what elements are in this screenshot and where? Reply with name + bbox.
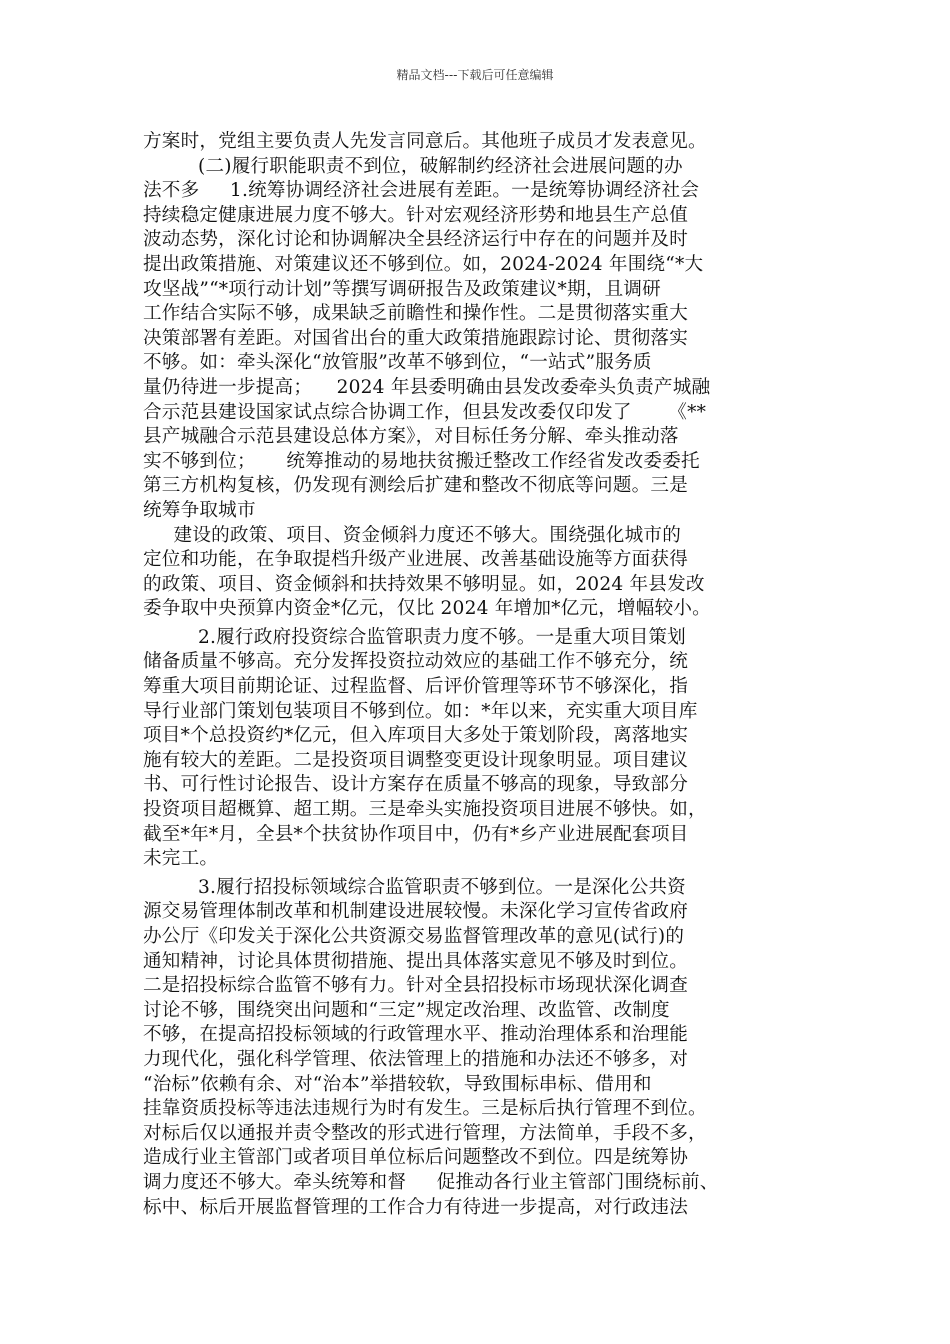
text-line: 力现代化，强化科学管理、依法管理上的措施和办法还不够多，对 [143,1048,689,1070]
text-line: 办公厅《印发关于深化公共资源交易监督管理改革的意见(试行)的 [143,926,685,947]
text-line: 造成行业主管部门或者项目单位标后问题整改不到位。四是统筹协 [143,1147,689,1169]
text-line: 统筹争取城市 [143,499,256,521]
text-line: 决策部署有差距。对国省出台的重大政策措施跟踪讨论、贯彻落实 [143,327,689,349]
text-line: 不够。如：牵头深化“放管服”改革不够到位，“一站式”服务质 [143,352,652,374]
text-line: 2.履行政府投资综合监管职责力度不够。一是重大项目策划 [143,626,686,648]
text-line: 对标后仅以通报并责令整改的形式进行管理，方法简单，手段不多， [143,1122,707,1144]
text-line: 未完工。 [143,848,219,870]
text-line: 二是招投标综合监管不够有力。针对全县招投标市场现状深化调查 [143,975,689,997]
text-line: 导行业部门策划包装项目不够到位。如：*年以来，充实重大项目库 [143,700,698,722]
text-line: 书、可行性讨论报告、设计方案存在质量不够高的现象，导致部分 [143,774,689,796]
text-line: 不够，在提高招投标领域的行政管理水平、推动治理体系和治理能 [143,1024,689,1046]
text-line: 挂靠资质投标等违法违规行为时有发生。三是标后执行管理不到位。 [143,1098,707,1120]
text-line: 通知精神，讨论具体贯彻措施、提出具体落实意见不够及时到位。 [143,950,689,972]
page-header: 精品文档---下载后可任意编辑 [396,68,554,82]
text-line: 第三方机构复核，仍发现有测绘后扩建和整改不彻底等问题。三是 [143,475,689,497]
text-line: 源交易管理体制改革和机制建设进展较慢。未深化学习宣传省政府 [143,901,689,923]
text-line: 投资项目超概算、超工期。三是牵头实施投资项目进展不够快。如， [143,799,707,821]
text-line: 筹重大项目前期论证、过程监督、后评价管理等环节不够深化，指 [143,676,689,698]
text-line: (二)履行职能职责不到位，破解制约经济社会进展问题的办 [143,155,683,177]
text-line: 持续稳定健康进展力度不够大。针对宏观经济形势和地县生产总值 [143,204,689,226]
text-line: 县产城融合示范县建设总体方案》，对目标任务分解、牵头推动落 [143,426,679,448]
text-line: 截至*年*月，全县*个扶贫协作项目中，仍有*乡产业进展配套项目 [143,823,689,845]
text-line: 实不够到位； 统筹推动的易地扶贫搬迁整改工作经省发改委委托 [143,450,700,472]
text-line: “治标”依赖有余、对“治本”举措较软，导致围标串标、借用和 [143,1073,652,1095]
text-line: 波动态势，深化讨论和协调解决全县经济运行中存在的问题并及时 [143,229,689,251]
text-line: 调力度还不够大。牵头统筹和督 促推动各行业主管部门围绕标前、 [143,1171,719,1193]
text-line: 法不多 1.统筹协调经济社会进展有差距。一是统筹协调经济社会 [143,180,700,202]
text-line: 工作结合实际不够，成果缺乏前瞻性和操作性。二是贯彻落实重大 [143,303,689,325]
text-line: 讨论不够，围绕突出问题和“三定”规定改治理、改监管、改制度 [143,999,670,1021]
text-line: 建设的政策、项目、资金倾斜力度还不够大。围绕强化城市的 [143,524,681,546]
text-line: 提出政策措施、对策建议还不够到位。如，2024-2024 年围绕“*大 [143,253,704,275]
text-line: 3.履行招投标领域综合监管职责不够到位。一是深化公共资 [143,876,686,898]
text-line: 标中、标后开展监督管理的工作合力有待进一步提高，对行政违法 [143,1196,689,1218]
document-body [143,130,808,1220]
text-line: 的政策、项目、资金倾斜和扶持效果不够明显。如，2024 年县发改 [143,573,705,595]
text-line: 委争取中央预算内资金*亿元，仅比 2024 年增加*亿元，增幅较小。 [143,598,711,620]
text-line: 合示范县建设国家试点综合协调工作，但县发改委仅印发了 《** [143,401,707,423]
text-line: 攻坚战”“*项行动计划”等撰写调研报告及政策建议*期，且调研 [143,278,661,300]
text-line: 储备质量不够高。充分发挥投资拉动效应的基础工作不够充分，统 [143,651,689,673]
text-line: 方案时，党组主要负责人先发言同意后。其他班子成员才发表意见。 [143,131,707,152]
text-line: 施有较大的差距。二是投资项目调整变更设计现象明显。项目建议 [143,749,689,771]
text-line: 定位和功能，在争取提档升级产业进展、改善基础设施等方面获得 [143,549,689,571]
text-line: 量仍待进一步提高； 2024 年县委明确由县发改委牵头负责产城融 [143,376,711,398]
text-line: 项目*个总投资约*亿元，但入库项目大多处于策划阶段，离落地实 [143,725,689,747]
